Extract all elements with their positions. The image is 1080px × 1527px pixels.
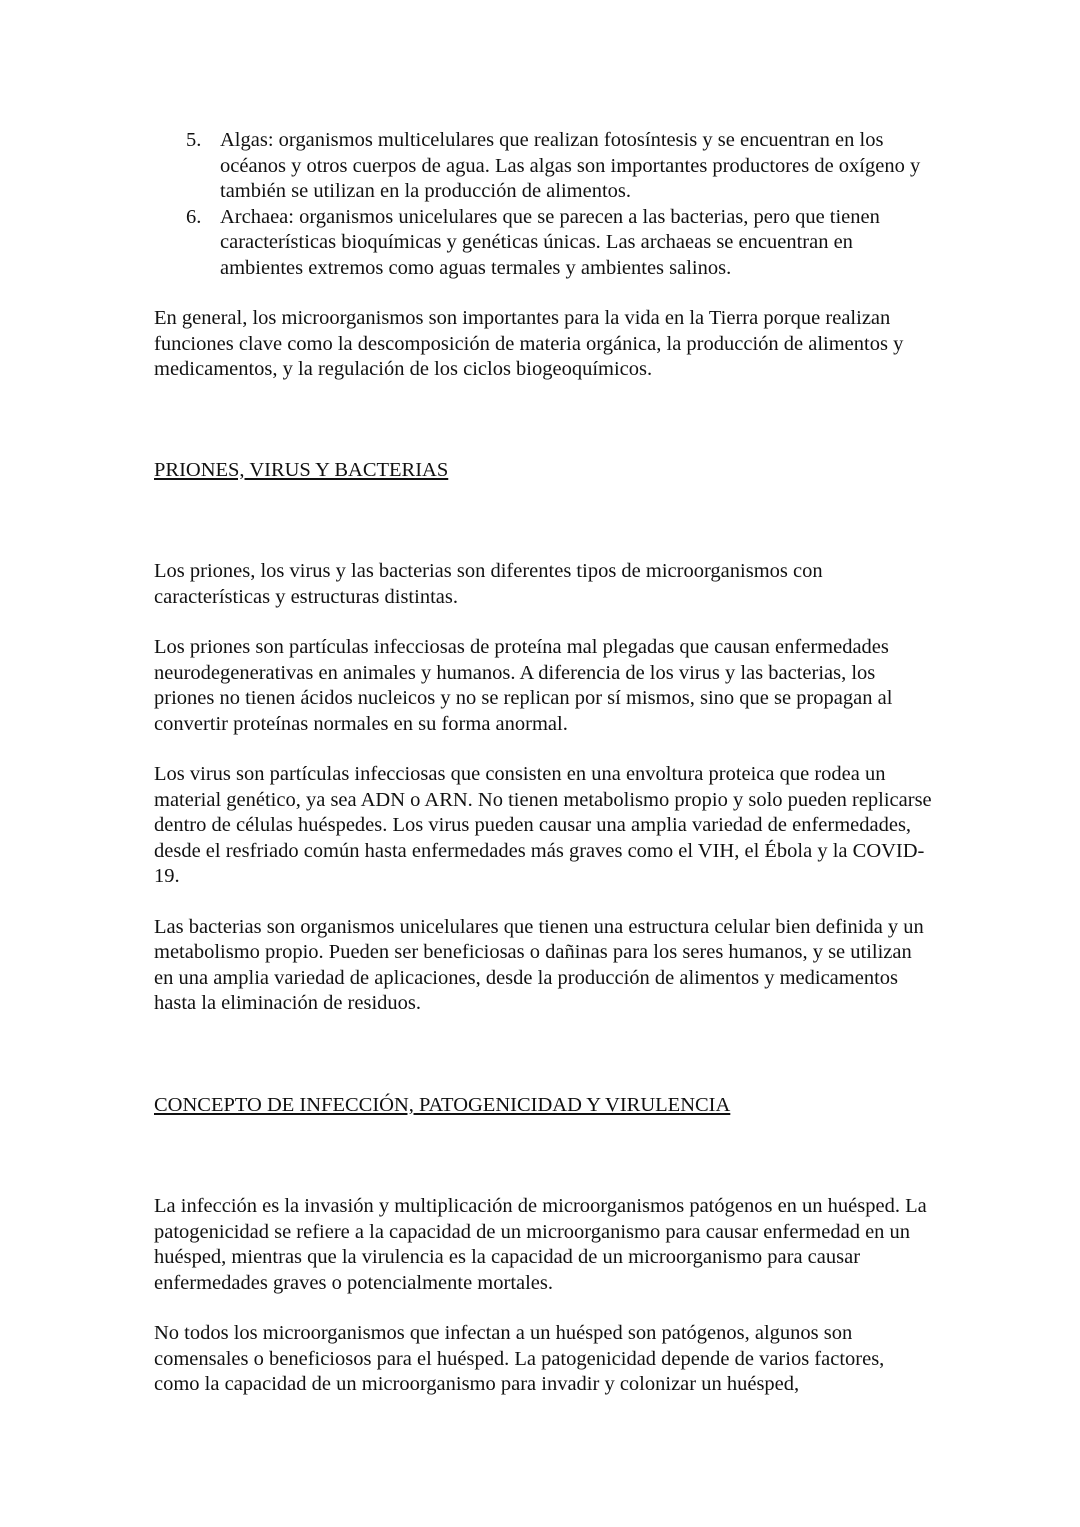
section-heading-priones: PRIONES, VIRUS Y BACTERIAS: [154, 458, 449, 481]
document-page: [154, 128, 934, 1398]
paragraph: Los priones, los virus y las bacterias son diferentes tipos de microorganismos con características y estructuras distintas.: [154, 560, 823, 608]
list-item: [154, 205, 934, 282]
section-heading-infeccion: CONCEPTO DE INFECCIÓN, PATOGENICIDAD Y VIRULENCIA: [154, 1093, 731, 1116]
list-item-text: Algas: organismos multicelulares que realizan fotosíntesis y se encuentran en los océanos y otros cuerpos de agua. Las algas son importantes productores de oxígeno y también se utilizan en la producción de alimentos.: [220, 129, 921, 202]
paragraph: No todos los microorganismos que infectan a un huésped son patógenos, algunos son comensales o beneficiosos para el huésped. La patogenicidad depende de varios factores, como la capacidad de un microorganismo para invadir y colonizar un huésped,: [154, 1322, 885, 1395]
list-item-number: 5.: [186, 129, 202, 151]
paragraph: La infección es la invasión y multiplicación de microorganismos patógenos en un huésped. La patogenicidad se refiere a la capacidad de un microorganismo para causar enfermedad en un huésped, mientras que la virulencia es la capacidad de un microorganismo para causar enfermedades graves o potencialmente mortales.: [154, 1195, 927, 1294]
list-item: [154, 128, 934, 205]
organism-list: [154, 128, 934, 281]
list-item-number: 6.: [186, 205, 202, 228]
paragraph: Los virus son partículas infecciosas que consisten en una envoltura proteica que rodea un material genético, ya sea ADN o ARN. No tienen metabolismo propio y solo pueden replicarse dentro de células huéspedes. Los virus pueden causar una amplia variedad de enfermedades, desde el resfriado común hasta enfermedades más graves como el VIH, el Ébola y la COVID-19.: [154, 763, 932, 887]
conclusion-paragraph: En general, los microorganismos son importantes para la vida en la Tierra porque realizan funciones clave como la descomposición de materia orgánica, la producción de alimentos y medicamentos, y la regulación de los ciclos biogeoquímicos.: [154, 307, 904, 380]
paragraph: Los priones son partículas infecciosas de proteína mal plegadas que causan enfermedades neurodegenerativas en animales y humanos. A diferencia de los virus y las bacterias, los priones no tienen ácidos nucleicos y no se replican por sí mismos, sino que se propagan al convertir proteínas normales en su forma anormal.: [154, 636, 893, 735]
paragraph: Las bacterias son organismos unicelulares que tienen una estructura celular bien definida y un metabolismo propio. Pueden ser beneficiosas o dañinas para los seres humanos, y se utilizan en una amplia variedad de aplicaciones, desde la producción de alimentos y medicamentos hasta la eliminación de residuos.: [154, 915, 924, 1014]
list-item-text: Archaea: organismos unicelulares que se parecen a las bacterias, pero que tienen características bioquímicas y genéticas únicas. Las archaeas se encuentran en ambientes extremos como aguas termales y ambientes salinos.: [220, 205, 880, 279]
